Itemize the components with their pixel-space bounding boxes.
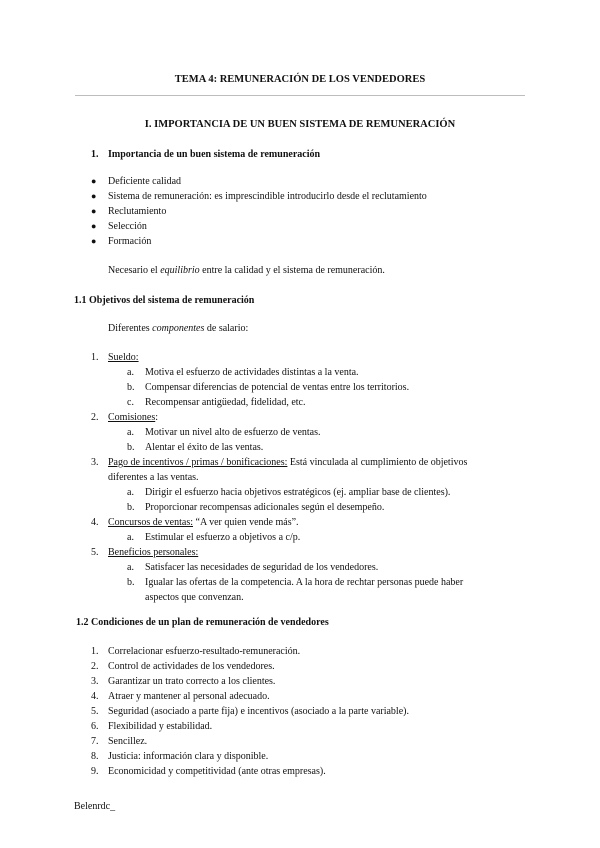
list-item <box>91 174 427 189</box>
sub-letter: a. <box>127 532 134 543</box>
item-description: “A ver quien vende más”. <box>193 517 299 528</box>
item-number: 5. <box>91 706 99 717</box>
item-text: Justicia: información clara y disponible. <box>108 751 269 762</box>
document-title: TEMA 4: REMUNERACIÓN DE LOS VENDEDORES <box>174 74 426 85</box>
item-number: 3. <box>91 457 99 468</box>
title-divider <box>75 95 525 96</box>
list-item <box>91 719 527 734</box>
sub-item <box>91 395 527 410</box>
list-item <box>91 659 527 674</box>
item-text: Atraer y mantener al personal adecuado. <box>108 691 270 702</box>
sub-text: Satisfacer las necesidades de seguridad de los vendedores. <box>145 562 379 573</box>
list-item <box>91 189 427 204</box>
item-text: Control de actividades de los vendedores. <box>108 661 275 672</box>
item-number: 2. <box>91 661 99 672</box>
sub-letter: a. <box>127 427 134 438</box>
list-item <box>91 204 427 219</box>
list-item <box>91 515 527 530</box>
intro-text: de salario: <box>204 323 249 334</box>
importance-heading <box>91 147 320 162</box>
conditions-list <box>91 644 527 779</box>
list-item <box>91 764 527 779</box>
item-number: 4. <box>91 517 99 528</box>
sub-item <box>91 575 527 590</box>
sub-item <box>91 560 527 575</box>
item-description: Está vinculada al cumplimiento de objetivos <box>287 457 468 468</box>
item-label: Comisiones <box>108 412 156 423</box>
intro-text: Diferentes <box>108 323 153 334</box>
list-item <box>91 234 427 249</box>
item-text: Correlacionar esfuerzo-resultado-remuneración. <box>108 646 301 657</box>
item-label-wrap <box>108 455 467 470</box>
note-emphasis: equilibrio <box>160 265 200 276</box>
sub-text: aspectos que convenzan. <box>145 592 244 603</box>
item-number: 7. <box>91 736 99 747</box>
sub-letter: c. <box>127 397 134 408</box>
item-text: Garantizar un trato correcto a los clientes. <box>108 676 276 687</box>
bullet-icon: ● <box>91 191 97 201</box>
sub-letter: a. <box>127 562 134 573</box>
sub-text: Motiva el esfuerzo de actividades distintas a la venta. <box>145 367 359 378</box>
note-text: Necesario el <box>108 265 161 276</box>
importance-heading-text: Importancia de un buen sistema de remuneración <box>108 149 321 160</box>
item-number: 1. <box>91 646 99 657</box>
intro-emphasis: componentes <box>152 323 205 334</box>
bullet-icon: ● <box>91 221 97 231</box>
sub-letter: a. <box>127 367 134 378</box>
bullet-text: Reclutamiento <box>108 206 167 217</box>
list-item <box>91 689 527 704</box>
item-number: 3. <box>91 676 99 687</box>
sub-text: Motivar un nivel alto de esfuerzo de ventas. <box>145 427 321 438</box>
sub-letter: a. <box>127 487 134 498</box>
list-item <box>91 219 427 234</box>
list-item <box>91 455 527 470</box>
bullet-text: Selección <box>108 221 147 232</box>
list-item <box>91 410 527 425</box>
item-label: Concursos de ventas: <box>108 517 193 528</box>
sub-text: Estimular el esfuerzo a objetivos a c/p. <box>145 532 301 543</box>
list-item <box>91 674 527 689</box>
item-label: Pago de incentivos / primas / bonificaciones: <box>108 457 288 468</box>
sub-item <box>91 440 527 455</box>
conditions-heading: 1.2 Condiciones de un plan de remuneración de vendedores <box>76 617 329 628</box>
sub-text: Alentar el éxito de las ventas. <box>145 442 264 453</box>
section-title: I. IMPORTANCIA DE UN BUEN SISTEMA DE REMUNERACIÓN <box>144 119 456 130</box>
item-number: 4. <box>91 691 99 702</box>
item-text: Seguridad (asociado a parte fija) e incentivos (asociado a la parte variable). <box>108 706 409 717</box>
note-text: entre la calidad y el sistema de remuneración. <box>199 265 385 276</box>
bullet-text: Deficiente calidad <box>108 176 182 187</box>
list-item-continuation <box>91 470 527 485</box>
sub-text: Compensar diferencias de potencial de ventas entre los territorios. <box>145 382 410 393</box>
sub-letter: b. <box>127 577 135 588</box>
item-number: 9. <box>91 766 99 777</box>
bullet-icon: ● <box>91 176 97 186</box>
sub-item <box>91 425 527 440</box>
bullet-icon: ● <box>91 236 97 246</box>
bullet-text: Formación <box>108 236 152 247</box>
sub-text: Recompensar antigüedad, fidelidad, etc. <box>145 397 306 408</box>
list-item <box>91 644 527 659</box>
sub-letter: b. <box>127 442 135 453</box>
list-item <box>91 704 527 719</box>
item-description: diferentes a las ventas. <box>108 472 199 483</box>
item-text: Economicidad y competitividad (ante otras empresas). <box>108 766 326 777</box>
sub-letter: b. <box>127 502 135 513</box>
sub-letter: b. <box>127 382 135 393</box>
components-intro <box>108 321 248 336</box>
list-item <box>91 734 527 749</box>
sub-text: Igualar las ofertas de la competencia. A la hora de rechtar personas puede haber <box>145 577 464 588</box>
sub-item-continuation <box>91 590 527 605</box>
sub-text: Proporcionar recompensas adicionales según el desempeño. <box>145 502 385 513</box>
sub-item <box>91 530 527 545</box>
sub-item <box>91 485 527 500</box>
item-number: 2. <box>91 412 99 423</box>
bullet-text: Sistema de remuneración: es imprescindible introducirlo desde el reclutamiento <box>108 191 427 202</box>
components-list <box>91 350 527 605</box>
sub-item <box>91 365 527 380</box>
page-footer: Belenrdc_ <box>74 801 116 812</box>
item-number: 5. <box>91 547 99 558</box>
objectives-heading: 1.1 Objetivos del sistema de remuneración <box>74 295 255 306</box>
item-label: Sueldo: <box>108 352 139 363</box>
sub-item <box>91 380 527 395</box>
sub-text: Dirigir el esfuerzo hacia objetivos estratégicos (ej. ampliar base de clientes). <box>145 487 451 498</box>
sub-item <box>91 500 527 515</box>
item-label: Beneficios personales: <box>108 547 199 558</box>
bullet-icon: ● <box>91 206 97 216</box>
item-text: Sencillez. <box>108 736 148 747</box>
importance-bullet-list <box>91 174 427 249</box>
equilibrium-note <box>108 263 385 278</box>
list-item <box>91 749 527 764</box>
item-label-wrap: Comisiones: <box>108 412 159 423</box>
list-item <box>91 545 527 560</box>
item-number: 8. <box>91 751 99 762</box>
item-number: 6. <box>91 721 99 732</box>
importance-heading-number: 1. <box>91 149 99 160</box>
item-text: Flexibilidad y estabilidad. <box>108 721 213 732</box>
list-item <box>91 350 527 365</box>
item-number: 1. <box>91 352 99 363</box>
item-label-wrap <box>108 515 299 530</box>
